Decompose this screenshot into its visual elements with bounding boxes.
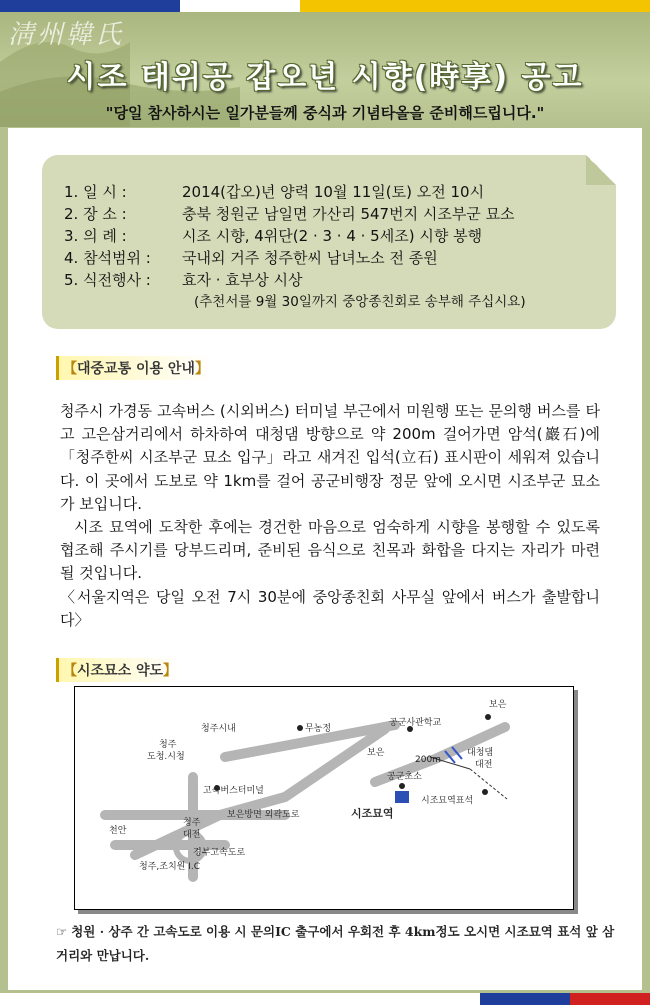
event-info-box — [42, 155, 616, 329]
map-label-cheongju-city: 청주시내 — [201, 724, 236, 734]
map-label-airforce: 공군초소 — [387, 772, 422, 782]
event-info-list — [64, 181, 526, 313]
tomb-marker-icon — [395, 791, 409, 803]
map-label-munui: 무농정 — [305, 724, 332, 734]
map-label-daecheong: 대청댐 — [467, 748, 494, 758]
map-label-tomb: 시조묘역 — [351, 807, 394, 820]
dashed-road — [470, 769, 507, 799]
transport-body — [60, 400, 600, 632]
info-item-date: 1. 일 시 : 2014(갑오)년 양력 10월 11일(토) 오전 10시 — [64, 183, 485, 201]
map-point — [482, 789, 488, 795]
info-item-ritual: 3. 의 례 : 시조 시향, 4위단(2 · 3 · 4 · 5세조) 시향 봉행 — [64, 227, 483, 245]
map-label-cheongju-daejeon: 대전 — [183, 830, 201, 840]
map-point — [297, 725, 303, 731]
map-label-expressway: 경부고속도로 — [193, 848, 246, 858]
transport-paragraph: 청주시 가경동 고속버스 (시외버스) 터미널 부근에서 미원행 또는 문의행 버스를 타고 고은삼거리에서 하차하여 대청댐 방향으로 약 200m 걸어가면 암석(巖石)에「청주한씨 시조부군 묘소 입구」라고 새겨진 입석(立石) 표시판이 세워져 있습니다. 이 곳에서 도보로 약 1km를 걸어 공군비행장 정문 앞에 오시면 시조부군 묘소가 보입니다. — [60, 402, 600, 513]
pointing-hand-icon: ☞ — [56, 924, 68, 939]
map-label-ic: 청주,조치원 I.C — [139, 862, 200, 872]
map-label-tomb-marker: 시조묘역표석 — [421, 796, 474, 806]
map-label-cheonan: 천안 — [109, 826, 127, 836]
transport-paragraph: 〈서울지역은 당일 오전 7시 30분에 중앙종친회 사무실 앞에서 버스가 출발합니다〉 — [60, 587, 600, 629]
map-label-cheongju-office: 청주 — [159, 740, 177, 750]
transport-paragraph: 시조 묘역에 도착한 후에는 경건한 마음으로 엄숙하게 시향을 봉행할 수 있도록 협조해 주시기를 당부드리며, 준비된 음식으로 친목과 화합을 다지는 자리가 마련될 것입니다. — [60, 518, 600, 583]
brand-logo: 淸州韓氏 — [8, 20, 125, 50]
map-label-boeun-top: 보은 — [489, 700, 507, 710]
brand-logo-bottom: 淸州韓氏 — [528, 962, 636, 990]
page-title: 시조 태위공 갑오년 시향(時享) 공고 — [66, 60, 584, 95]
transport-heading: 【대중교통 이용 안내】 — [56, 356, 213, 380]
notice-paper — [8, 128, 642, 990]
map-label-ring-road: 보은방면 외곽도로 — [227, 810, 300, 820]
map-label-daejeon-right: 대전 — [475, 760, 493, 770]
page-subtitle: "당일 참사하시는 일가분들께 중식과 기념타올을 준비해드립니다." — [105, 104, 545, 122]
highway-footnote: ☞ 청원 · 상주 간 고속도로 이용 시 문의IC 출구에서 우회전 후 4km정도 오시면 시조묘역 표석 앞 삼거리와 만납니다. — [56, 924, 615, 963]
map-point — [399, 783, 405, 789]
top-color-stripe — [0, 0, 650, 12]
bottom-color-stripe — [0, 993, 650, 1005]
map-label-boeun-mid: 보은 — [367, 748, 385, 758]
page-fold-icon — [586, 155, 616, 185]
map-label-distance: 200m — [415, 755, 441, 765]
map-heading: 【시조묘소 약도】 — [56, 658, 181, 682]
header-banner — [0, 12, 650, 127]
map-label-cheongju-daejeon: 청주 — [183, 818, 201, 828]
map-label-terminal: 고속버스터미널 — [203, 786, 264, 796]
map-point — [485, 714, 491, 720]
map-label-cheongju-office: 도청.시청 — [147, 752, 185, 762]
route-map — [74, 686, 574, 910]
info-item-attendees: 4. 참석범위 : 국내외 거주 청주한씨 남녀노소 전 종원 — [64, 249, 438, 267]
info-item-ceremony: 5. 식전행사 : 효자 · 효부상 시상 — [64, 271, 303, 289]
info-item-place: 2. 장 소 : 충북 청원군 남일면 가산리 547번지 시조부군 묘소 — [64, 205, 515, 223]
map-label-academy: 공군사관학교 — [389, 718, 442, 728]
info-note: (추천서를 9월 30일까지 중앙종친회로 송부해 주십시요) — [194, 294, 526, 310]
